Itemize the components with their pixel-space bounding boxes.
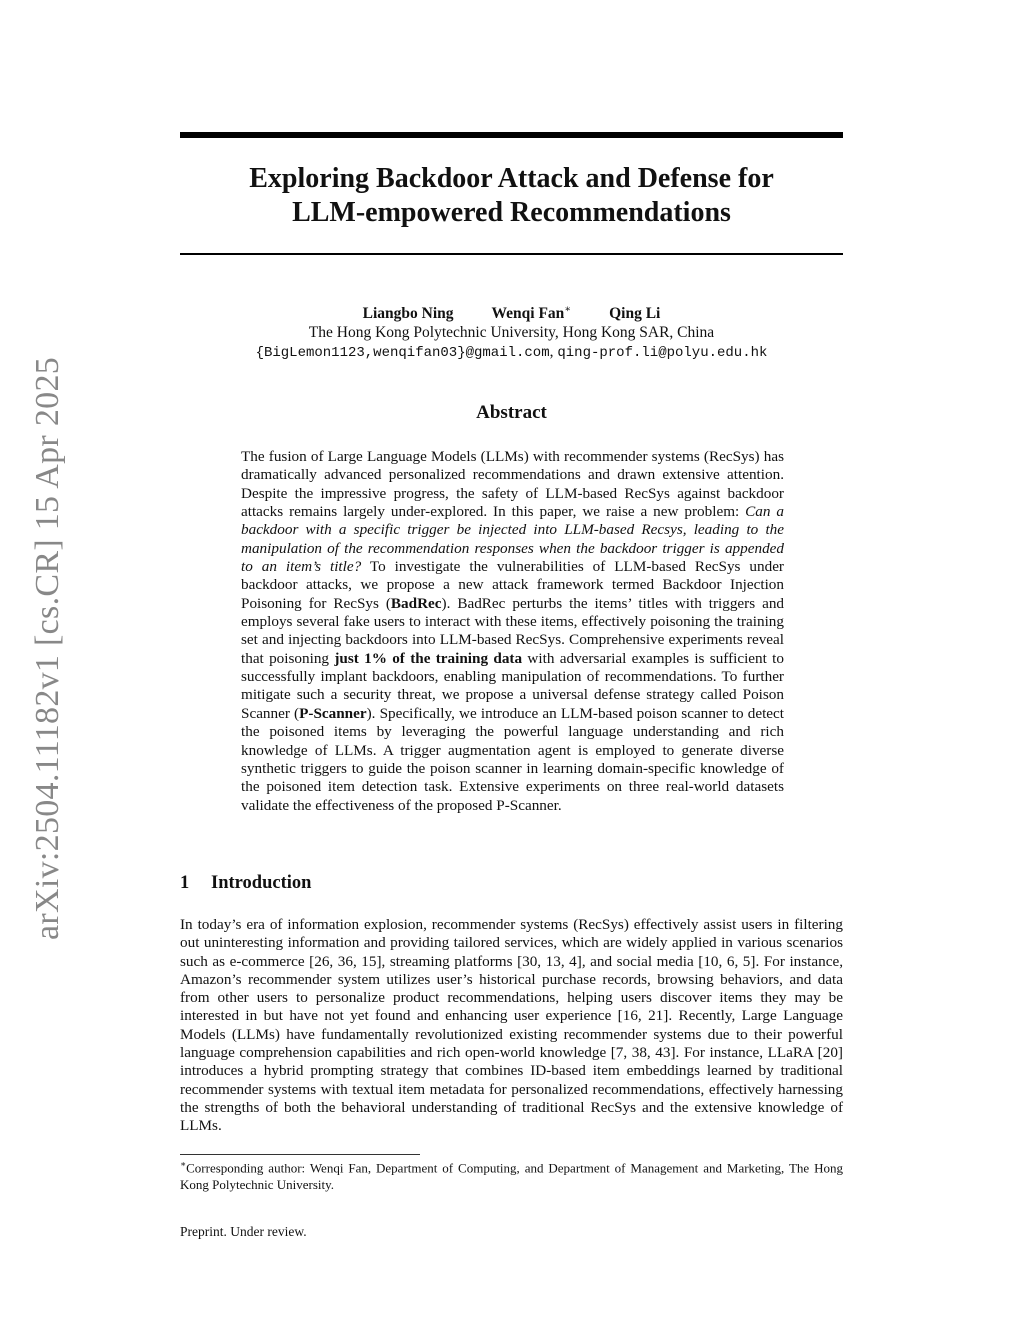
author-name: Qing Li [609,305,661,323]
title-bottom-rule [180,253,843,255]
email-2: qing-prof.li@polyu.edu.hk [557,345,768,362]
title-top-rule [180,132,843,138]
footnote-rule [180,1154,420,1155]
author-name-with-mark [492,300,572,323]
footnote-mark: ∗ [180,1159,187,1169]
author-emails [180,342,843,363]
abstract-text: To investigate the vulnerabilities of LLM-based RecSys under backdoor attacks, we propose a new attack framework termed Backdoor Injection Poisoning for RecSys ( [241,558,784,612]
abstract-text: with adversarial examples is sufficient to successfully implant backdoors, enabling manipulation of recommendations. To further mitigate such a security threat, we propose a universal defense strategy called Poison Scanner ( [241,649,784,722]
abstract-heading: Abstract [476,402,547,423]
email-group-1: {BigLemon1123,wenqifan03}@gmail.com [255,345,550,362]
abstract-badrec-name: BadRec [390,594,442,612]
author-block [180,300,843,363]
arxiv-identifier: arXiv:2504.11182v1 [cs.CR] 15 Apr 2025 [29,356,66,940]
abstract-text: ). Specifically, we introduce an LLM-based poison scanner to detect the poisoned items by leveraging the powerful language understanding and rich knowledge of LLMs. A trigger augmentation agent is employed to generate diverse synthetic triggers to guide the poison scanner in learning domain-specific knowledge of the poisoned item detection task. Extensive experiments on three real-world datasets validate the effectiveness of the proposed P-Scanner. [241,704,784,814]
affiliation: The Hong Kong Polytechnic University, Hong Kong SAR, China [308,324,715,342]
corresponding-mark: ∗ [564,304,572,315]
section-title: Introduction [211,873,312,893]
abstract-text: The fusion of Large Language Models (LLMs) with recommender systems (RecSys) has dramatically advanced personalized recommendations and drawn extensive attention. Despite the impressive progress, the safety of LLM-based RecSys against backdoor attacks remains largely under-explored. In this paper, we raise a new problem: [241,448,784,521]
introduction-paragraph: In today’s era of information explosion, recommender systems (RecSys) effectively assist users in filtering out uninteresting information and providing tailored services, which are widely applied in various scenarios such as e-commerce [26, 36, 15], streaming platforms [30, 13, 4], and social media [10, 6, 5]. For instance, Amazon’s recommender system utilizes user’s historical purchase records, browsing behaviors, and data from other users to personalize product recommendations, helping users discover items they may be interested in but have not yet found and enhancing user experience [16, 21]. Recently, Large Language Models (LLMs) have fundamentally revolutionized existing recommender systems due to their powerful language comprehension capabilities and rich open-world knowledge [7, 38, 43]. For instance, LLaRA [20] introduces a hybrid prompting strategy that combines ID-based item embeddings learned by traditional recommender systems with textual item metadata for personalized recommendations, effectively harnessing the strengths of both the behavioral understanding of traditional RecSys and the extensive knowledge of LLMs. [180,916,843,1135]
section-heading-introduction [180,873,311,894]
author-names [180,300,843,323]
email-separator: , [549,343,558,361]
abstract-pscanner-name: P-Scanner [299,704,367,722]
section-number: 1 [180,873,190,893]
author-name: Liangbo Ning [362,305,454,323]
title-line-2: LLM-empowered Recommendations [292,197,731,228]
abstract-poison-rate: just 1% of the training data [334,649,523,667]
author-name: Wenqi Fan [491,305,565,323]
paper-title [180,162,843,230]
footnote [180,1156,843,1193]
abstract-research-question: Can a backdoor with a specific trigger be injected into LLM-based Recsys, leading to the manipulation of the recommendation responses when the backdoor trigger is appended to an item’s title? [241,503,784,576]
abstract-body [241,448,784,815]
abstract-text: ). BadRec perturbs the items’ titles with triggers and employs several fake users to interact with these items, effectively poisoning the training set and injecting backdoors into LLM-based RecSys. Comprehensive experiments reveal that poisoning [241,594,785,667]
footnote-text: Corresponding author: Wenqi Fan, Department of Computing, and Department of Management and Marketing, The Hong Kong Polytechnic University. [180,1160,843,1193]
title-line-1: Exploring Backdoor Attack and Defense for [249,163,774,194]
footer-status: Preprint. Under review. [180,1224,307,1239]
